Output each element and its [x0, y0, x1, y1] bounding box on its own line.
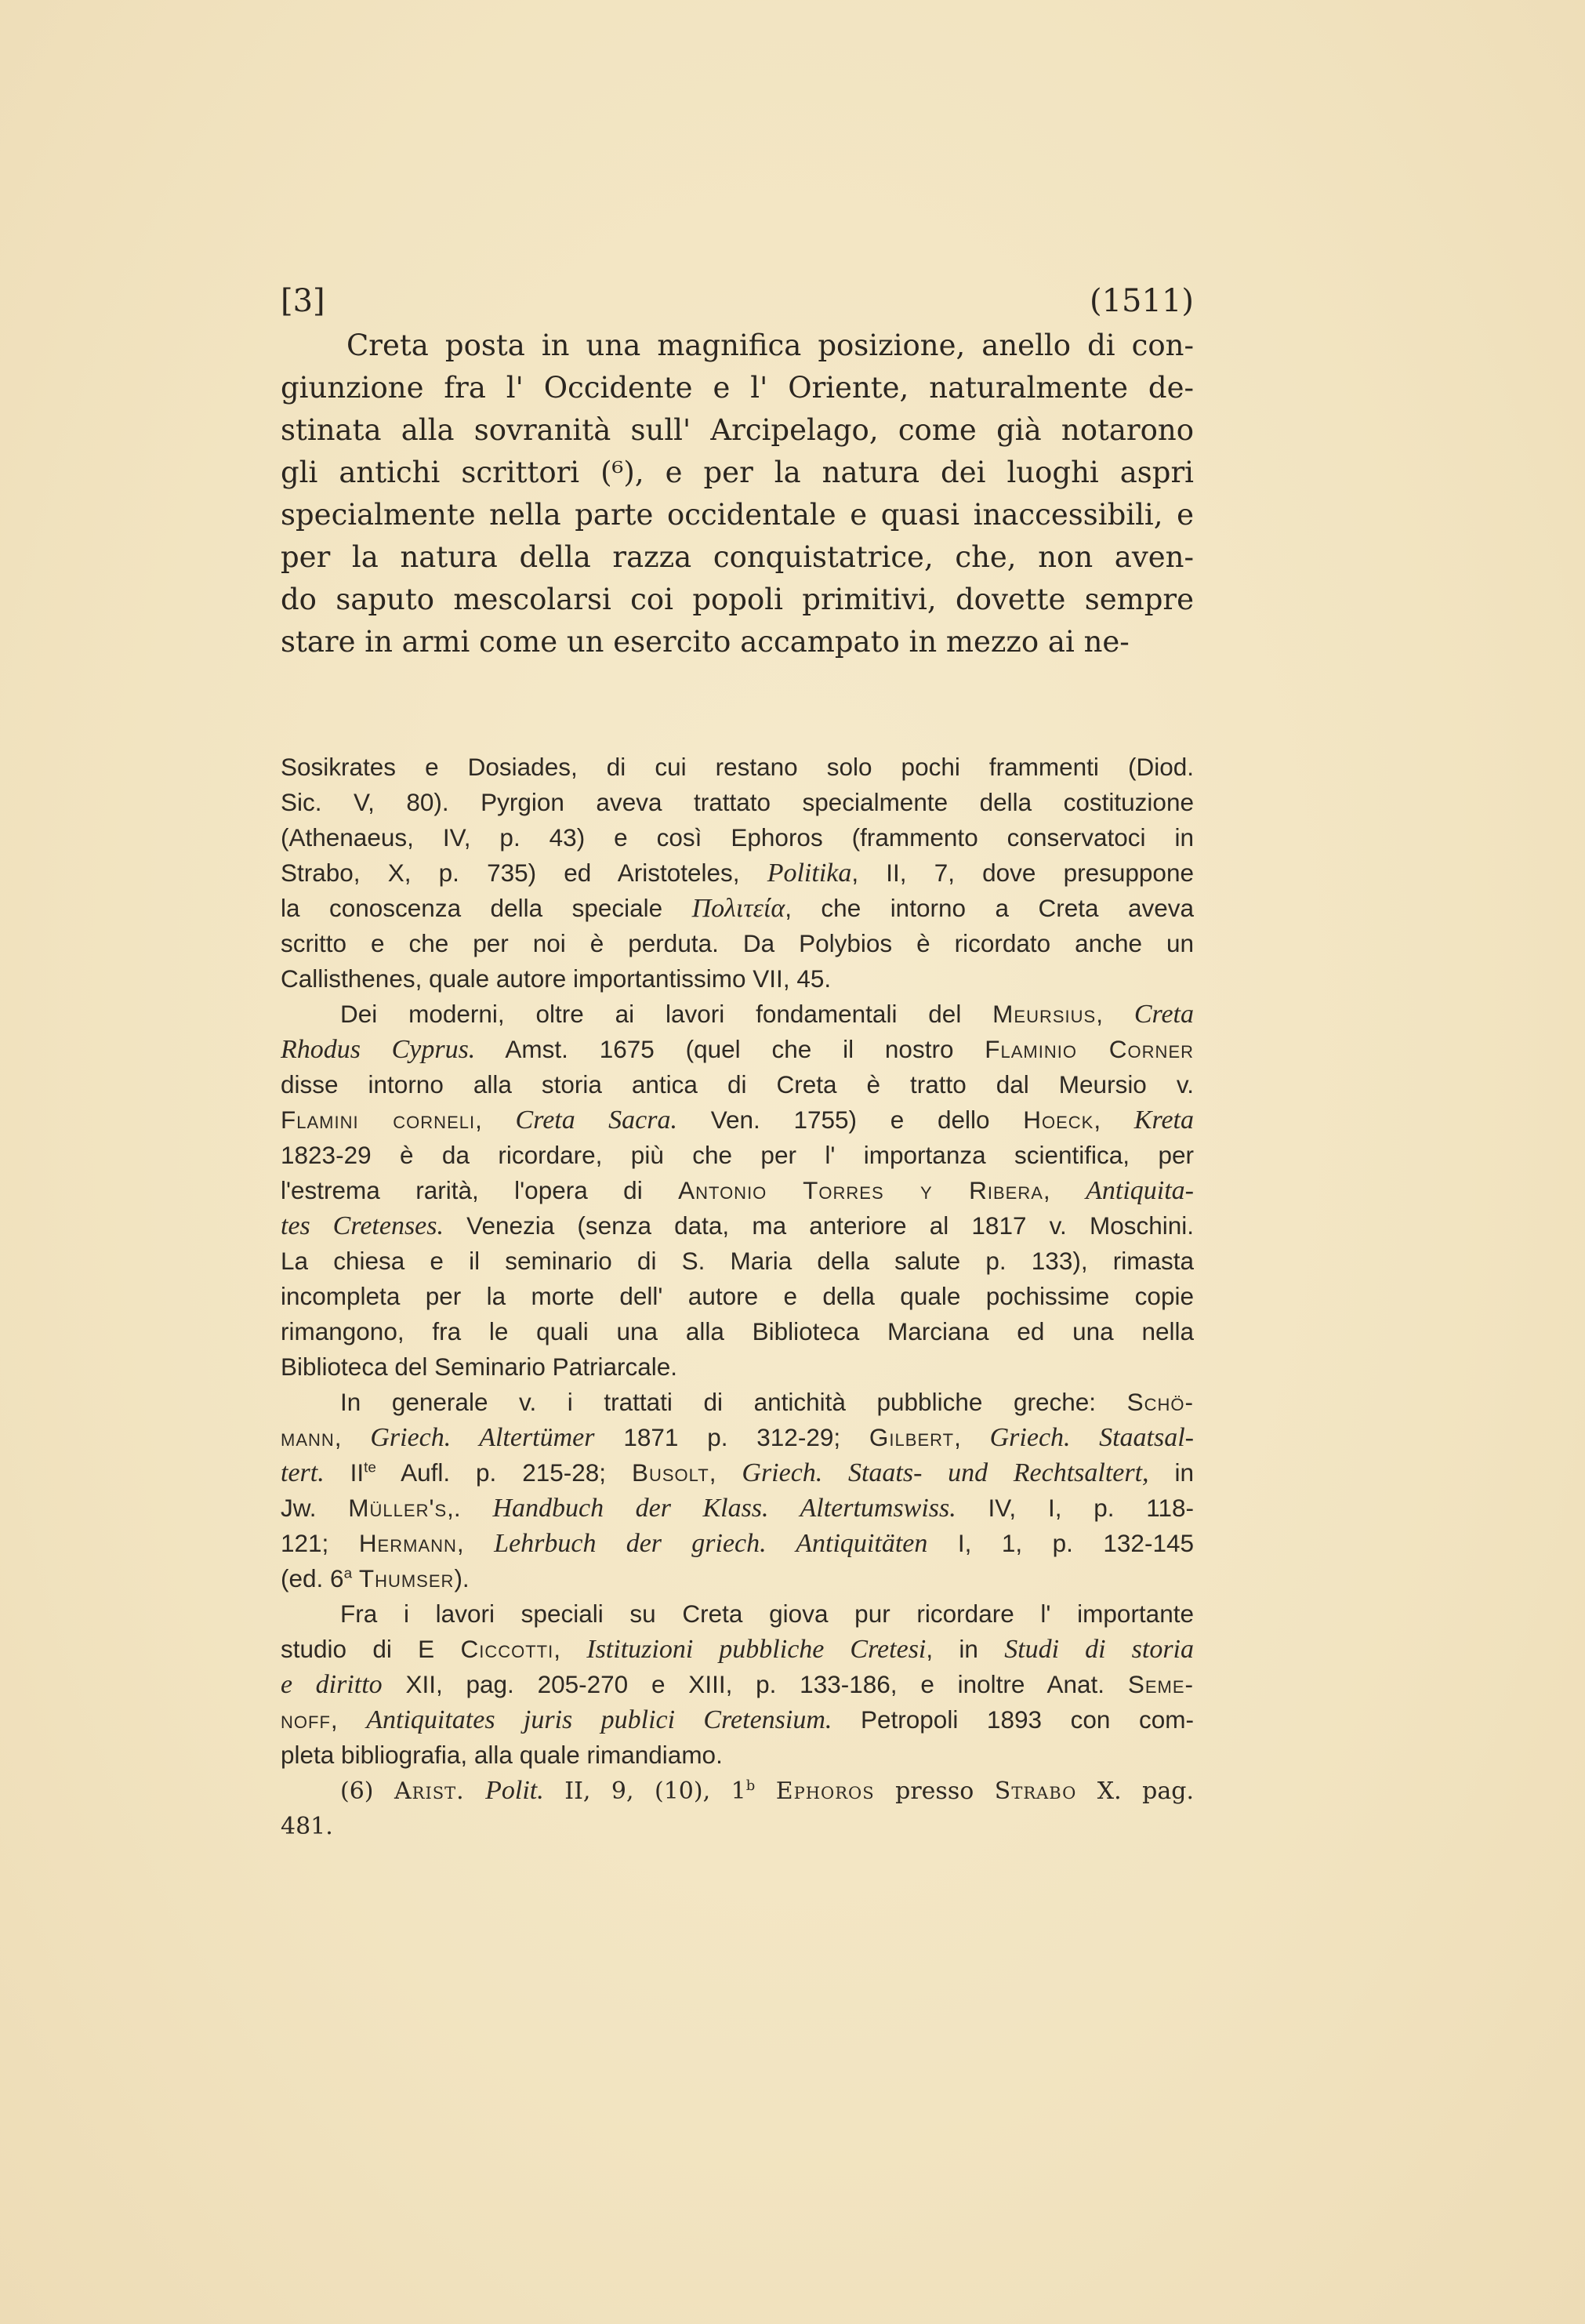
superscript: b	[745, 1777, 756, 1794]
note-text: presso	[874, 1777, 995, 1805]
superscript: a	[343, 1565, 353, 1582]
author-name: Gilbert	[869, 1423, 955, 1451]
author-name: Hoeck	[1023, 1106, 1094, 1134]
note-text: Dei moderni, oltre ai lavori fondamentali del	[340, 1000, 993, 1028]
note-text: Venezia (senza data, ma anteriore al 1817 v. Moschini.	[444, 1211, 1194, 1240]
author-name: Flamini corneli	[281, 1106, 476, 1134]
main-line: stinata alla sovranità sull' Arcipelago, come già notarono	[281, 413, 1194, 447]
note-line: incompleta per la morte dell' autore e della quale pochissime copie	[281, 1282, 1194, 1310]
book-title: Creta	[1133, 1000, 1194, 1029]
main-line: per la natura della razza conquistatrice, che, non aven-	[281, 540, 1194, 574]
main-line: specialmente nella parte occidentale e quasi inaccessibili, e	[281, 498, 1194, 532]
note-line	[281, 1667, 1194, 1702]
note-text: II	[324, 1458, 365, 1487]
note-text	[755, 1777, 775, 1805]
book-title: Kreta	[1133, 1106, 1194, 1135]
note-text: X. pag.	[1076, 1777, 1194, 1805]
page-number-bracket: [3]	[281, 283, 325, 319]
author-name: Meursius	[992, 1000, 1097, 1028]
note-text: (6)	[340, 1777, 394, 1805]
author-name: mann	[281, 1423, 335, 1451]
note-line: 1823-29 è da ricordare, più che per l' importanza scientifica, per	[281, 1141, 1194, 1169]
note-line: 481.	[281, 1813, 333, 1840]
book-title: tes Cretenses.	[281, 1211, 444, 1240]
note-line	[281, 997, 1194, 1032]
note-text: ,	[1043, 1176, 1086, 1204]
footnotes	[281, 750, 1194, 1844]
author-name: Seme-	[1127, 1670, 1195, 1698]
note-line	[281, 1773, 1194, 1809]
page-number-continuous: (1511)	[1089, 283, 1194, 319]
note-line	[281, 1173, 1194, 1208]
note-line: La chiesa e il seminario di S. Maria della salute p. 133), rimasta	[281, 1247, 1194, 1275]
note-text: , in	[926, 1635, 1005, 1663]
author-name: noff	[281, 1705, 331, 1734]
author-name: Strabo	[994, 1777, 1077, 1805]
note-text: ,	[553, 1635, 587, 1663]
note-line	[281, 1455, 1194, 1491]
note-text: 1871 p. 312-29;	[594, 1423, 869, 1451]
footnote-paragraph-moderns	[281, 997, 1194, 1385]
note-line: Callisthenes, quale autore importantissimo VII, 45.	[281, 964, 832, 993]
note-text: Petropoli 1893 con com-	[832, 1705, 1194, 1734]
note-text: ,.	[447, 1494, 493, 1522]
author-name: Ciccotti	[460, 1635, 554, 1663]
note-text: I, 1, p. 132-145	[927, 1529, 1195, 1557]
author-name: Hermann	[358, 1529, 457, 1557]
note-text: In generale v. i trattati di antichità pubbliche greche:	[340, 1388, 1127, 1416]
note-text: Aufl. p. 215-28;	[375, 1458, 632, 1487]
note-line	[281, 1208, 1194, 1244]
author-name: Thumser	[358, 1564, 455, 1592]
book-title: Politika	[767, 859, 852, 888]
book-title: Griech. Staats- und Rechtsaltert,	[742, 1458, 1149, 1487]
note-line	[281, 1632, 1194, 1667]
note-line: rimangono, fra le quali una alla Biblioteca Marciana ed una nella	[281, 1317, 1194, 1345]
note-text: ,	[475, 1106, 516, 1134]
author-name: Antonio Torres y Ribera	[678, 1176, 1043, 1204]
note-text: ,	[1096, 1000, 1134, 1028]
note-text: , II, 7, dove presuppone	[851, 859, 1194, 887]
note-line	[281, 1491, 1194, 1526]
note-line: Sosikrates e Dosiades, di cui restano solo pochi frammenti (Diod.	[281, 753, 1194, 781]
note-text: ,	[1094, 1106, 1134, 1134]
greek-term: Πολιτεία	[691, 894, 785, 923]
book-title: Griech. Altertümer	[370, 1423, 595, 1452]
author-name: Busolt	[631, 1458, 709, 1487]
main-line: stare in armi come un esercito accampato in mezzo ai ne-	[281, 625, 1130, 659]
note-text: ,	[954, 1423, 990, 1451]
note-text: la conoscenza della speciale	[281, 894, 692, 922]
note-line: scritto e che per noi è perduta. Da Polybios è ricordato anche un	[281, 929, 1194, 957]
main-line: gli antichi scrittori (⁶), e per la natura dei luoghi aspri	[281, 456, 1194, 489]
note-line: Biblioteca del Seminario Patriarcale.	[281, 1353, 677, 1381]
note-text: ,	[456, 1529, 495, 1557]
superscript: te	[364, 1459, 376, 1476]
note-text	[352, 1564, 359, 1592]
book-title: tert.	[281, 1458, 325, 1487]
note-text: Strabo, X, p. 735) ed Aristoteles,	[281, 859, 767, 887]
note-text	[465, 1777, 485, 1805]
author-name: Flaminio Corner	[985, 1035, 1195, 1063]
note-line	[281, 855, 1194, 891]
note-line	[281, 891, 1194, 926]
author-name: Arist.	[394, 1777, 465, 1805]
book-title: Creta Sacra.	[515, 1106, 678, 1135]
page-content	[281, 282, 1194, 1844]
note-line	[281, 1032, 1194, 1067]
book-title: Antiquita-	[1086, 1176, 1194, 1205]
main-paragraph	[281, 325, 1194, 663]
main-line: Creta posta in una magnifica posizione, anello di con-	[346, 329, 1194, 362]
author-name: Ephoros	[775, 1777, 875, 1805]
note-text: XII, pag. 205-270 e XIII, p. 133-186, e inoltre Anat.	[382, 1670, 1128, 1698]
footnote-paragraph-sources	[281, 750, 1194, 997]
note-text: ).	[454, 1564, 470, 1592]
note-text: IV, I, p. 118-	[956, 1494, 1194, 1522]
book-title: e diritto	[281, 1670, 383, 1699]
note-text: l'estrema rarità, l'opera di	[281, 1176, 679, 1204]
book-title: Studi di storia	[1004, 1635, 1195, 1664]
note-line	[281, 1102, 1194, 1138]
footnote-6	[281, 1773, 1194, 1844]
book-title: Griech. Staatsal-	[989, 1423, 1194, 1452]
note-text: 121;	[281, 1529, 359, 1557]
book-title: Polit.	[485, 1776, 544, 1805]
note-text: Ven. 1755) e dello	[677, 1106, 1024, 1134]
note-line	[281, 1702, 1194, 1738]
note-text: ,	[709, 1458, 742, 1487]
footnote-paragraph-general	[281, 1385, 1194, 1596]
note-text: Amst. 1675 (quel che il nostro	[475, 1035, 985, 1063]
author-name: Müller's	[348, 1494, 448, 1522]
note-line: Fra i lavori speciali su Creta giova pur ricordare l' importante	[340, 1600, 1194, 1628]
note-line	[281, 1385, 1194, 1420]
book-title: Handbuch der Klass. Altertumswiss.	[492, 1494, 956, 1523]
main-line: do saputo mescolarsi coi popoli primitivi, dovette sempre	[281, 583, 1194, 616]
book-title: Antiquitates juris publici Cretensium.	[366, 1705, 832, 1734]
note-line: (Athenaeus, IV, p. 43) e così Ephoros (frammento conservatoci in	[281, 823, 1194, 852]
author-name: Schö-	[1126, 1388, 1194, 1416]
note-text: in	[1148, 1458, 1194, 1487]
running-header	[281, 282, 1194, 325]
note-text: Jw.	[281, 1494, 349, 1522]
note-line: disse intorno alla storia antica di Creta è tratto dal Meursio v.	[281, 1070, 1194, 1098]
note-line: Sic. V, 80). Pyrgion aveva trattato specialmente della costituzione	[281, 788, 1194, 816]
note-line	[281, 1420, 1194, 1455]
note-text: (ed. 6	[281, 1564, 344, 1592]
note-line	[281, 1526, 1194, 1561]
note-line: pleta bibliografia, alla quale rimandiamo.	[281, 1741, 723, 1769]
note-text: ,	[334, 1423, 371, 1451]
book-title: Lehrbuch der griech. Antiquitäten	[494, 1529, 928, 1558]
note-text: studio di E	[281, 1635, 461, 1663]
main-line: giunzione fra l' Occidente e l' Oriente, naturalmente de-	[281, 371, 1194, 405]
note-text: II, 9, (10), 1	[543, 1777, 746, 1805]
book-title: Istituzioni pubbliche Cretesi	[586, 1635, 927, 1664]
note-line	[281, 1561, 1194, 1596]
note-text: , che intorno a Creta aveva	[785, 894, 1195, 922]
book-title: Rhodus Cyprus.	[281, 1035, 476, 1064]
note-text: ,	[330, 1705, 367, 1734]
footnote-paragraph-special	[281, 1596, 1194, 1773]
